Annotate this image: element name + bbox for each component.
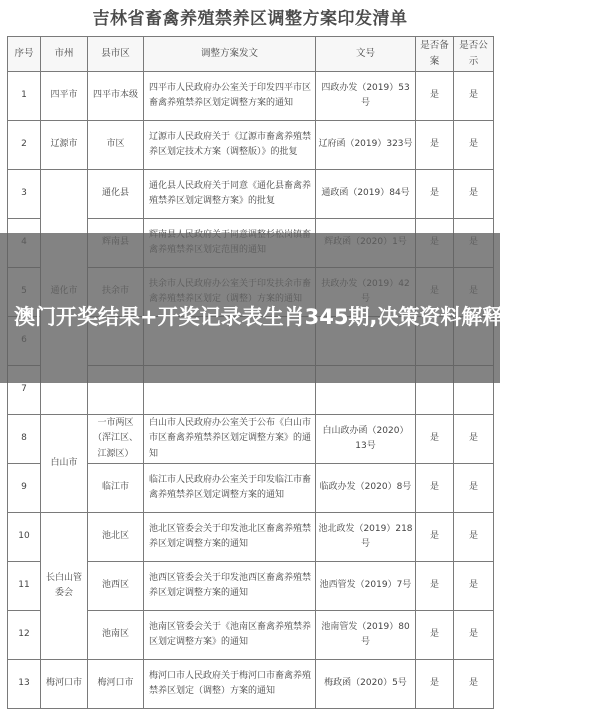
cell-filed: 是	[416, 415, 454, 464]
cell-doc-no: 临政办发（2020）8号	[316, 464, 416, 513]
cell-title: 梅河口市人民政府关于梅河口市畜禽养殖禁养区划定（调整）方案的通知	[144, 660, 316, 709]
cell-title: 池北区管委会关于印发池北区畜禽养殖禁养区划定调整方案的通知	[144, 513, 316, 562]
cell-doc-no: 池北政发（2019）218号	[316, 513, 416, 562]
cell-title: 四平市人民政府办公室关于印发四平市区畜禽养殖禁养区划定调整方案的通知	[144, 72, 316, 121]
cell-no: 2	[8, 121, 41, 170]
cell-filed: 是	[416, 464, 454, 513]
document-title: 吉林省畜禽养殖禁养区调整方案印发清单	[92, 9, 408, 29]
cell-doc-no: 通政函（2019）84号	[316, 170, 416, 219]
cell-county: 池北区	[88, 513, 144, 562]
table-row	[8, 121, 494, 170]
table-header-row	[8, 37, 494, 72]
cell-city: 白山市	[41, 415, 88, 513]
cell-county: 池西区	[88, 562, 144, 611]
table-row	[8, 513, 494, 562]
cell-filed: 是	[416, 660, 454, 709]
cell-no: 7	[8, 366, 41, 415]
cell-filed: 是	[416, 170, 454, 219]
cell-title: 白山市人民政府办公室关于公布《白山市市区畜禽养殖禁养区划定调整方案》的通知	[144, 415, 316, 464]
header-county: 县市区	[88, 37, 144, 72]
table-row	[8, 170, 494, 219]
cell-county: 临江市	[88, 464, 144, 513]
cell-city: 辽源市	[41, 121, 88, 170]
cell-title: 通化县人民政府关于同意《通化县畜禽养殖禁养区划定调整方案》的批复	[144, 170, 316, 219]
table-row	[8, 72, 494, 121]
header-doc-no: 文号	[316, 37, 416, 72]
cell-city: 四平市	[41, 72, 88, 121]
cell-county: 池南区	[88, 611, 144, 660]
header-filed: 是否备案	[416, 37, 454, 72]
cell-filed: 是	[416, 513, 454, 562]
cell-doc-no: 池西管发（2019）7号	[316, 562, 416, 611]
cell-no: 10	[8, 513, 41, 562]
cell-no: 8	[8, 415, 41, 464]
cell-public: 是	[454, 121, 494, 170]
cell-no: 11	[8, 562, 41, 611]
cell-filed: 是	[416, 611, 454, 660]
cell-county: 梅河口市	[88, 660, 144, 709]
cell-doc-no: 四政办发（2019）53号	[316, 72, 416, 121]
cell-public: 是	[454, 170, 494, 219]
header-public: 是否公示	[454, 37, 494, 72]
header-title: 调整方案发文	[144, 37, 316, 72]
cell-public: 是	[454, 464, 494, 513]
cell-no: 12	[8, 611, 41, 660]
cell-public: 是	[454, 562, 494, 611]
cell-doc-no: 梅政函（2020）5号	[316, 660, 416, 709]
cell-no: 3	[8, 170, 41, 219]
cell-no: 9	[8, 464, 41, 513]
cell-city: 长白山管委会	[41, 513, 88, 660]
header-city: 市州	[41, 37, 88, 72]
cell-title: 临江市人民政府办公室关于印发临江市畜禽养殖禁养区划定调整方案的通知	[144, 464, 316, 513]
cell-no: 13	[8, 660, 41, 709]
cell-public: 是	[454, 660, 494, 709]
cell-title: 池南区管委会关于《池南区畜禽养殖禁养区划定调整方案》的通知	[144, 611, 316, 660]
cell-no: 1	[8, 72, 41, 121]
cell-county: 市区	[88, 121, 144, 170]
cell-doc-no: 辽府函（2019）323号	[316, 121, 416, 170]
cell-filed: 是	[416, 121, 454, 170]
cell-public: 是	[454, 611, 494, 660]
cell-public: 是	[454, 513, 494, 562]
cell-county: 通化县	[88, 170, 144, 219]
table-row	[8, 660, 494, 709]
cell-filed: 是	[416, 562, 454, 611]
cell-city: 梅河口市	[41, 660, 88, 709]
cell-doc-no: 白山政办函（2020）13号	[316, 415, 416, 464]
cell-public: 是	[454, 415, 494, 464]
cell-filed: 是	[416, 72, 454, 121]
cell-title: 辽源市人民政府关于《辽源市畜禽养殖禁养区划定技术方案（调整版）》的批复	[144, 121, 316, 170]
cell-public: 是	[454, 72, 494, 121]
cell-county: 一市两区（浑江区、江源区）	[88, 415, 144, 464]
table-row	[8, 415, 494, 464]
overlay-banner-text: 澳门开奖结果+开奖记录表生肖345期,决策资料解释落实_超级	[14, 305, 598, 329]
cell-doc-no: 池南管发（2019）80号	[316, 611, 416, 660]
cell-title: 池西区管委会关于印发池西区畜禽养殖禁养区划定调整方案的通知	[144, 562, 316, 611]
header-no: 序号	[8, 37, 41, 72]
cell-county: 四平市本级	[88, 72, 144, 121]
